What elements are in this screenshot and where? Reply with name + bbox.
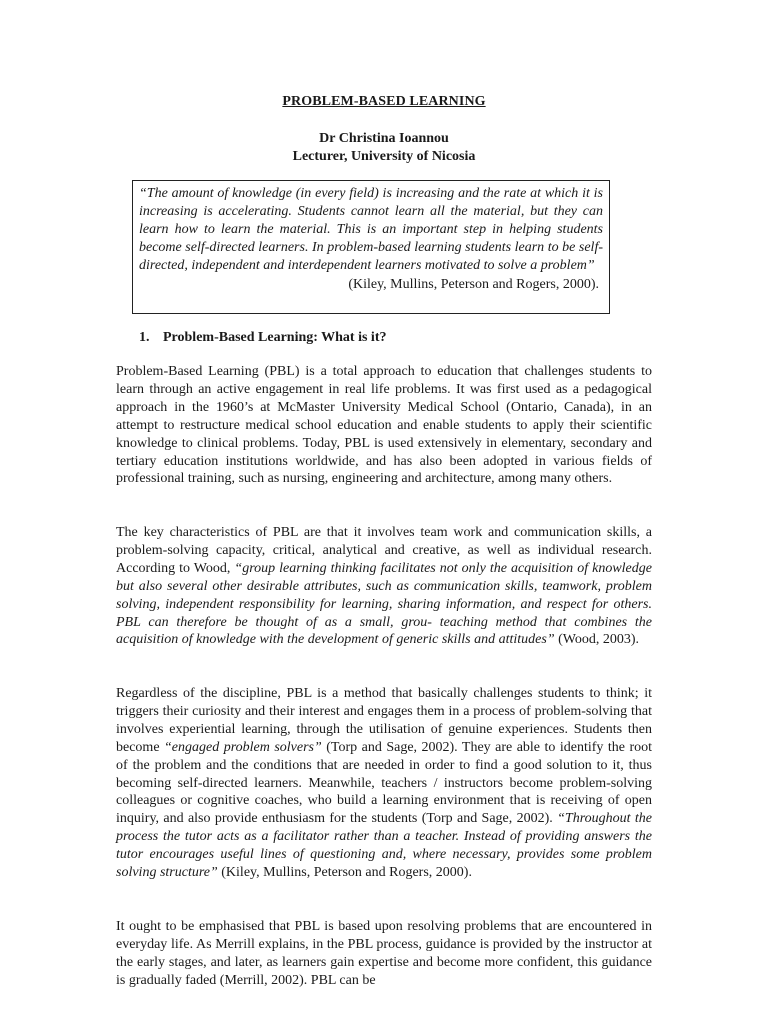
paragraph-3-quote-b: “Throughout the process the tutor acts as a facilitator rather than a teacher. Instead of providing answers the tutor encourages useful lines of questioning and, where necessary, provides some problem solving structure” xyxy=(116,811,652,881)
paragraph-3-citation: (Kiley, Mullins, Peterson and Rogers, 2000). xyxy=(217,865,472,881)
paragraph-2-quote: “group learning thinking facilitates not only the acquisition of knowledge but also several other desirable attributes, such as communication skills, teamwork, problem solving, independent responsibility for learning, sharing information, and respect for others. PBL can therefore be thought of as a small, grou- teaching method that combines the acquisition of knowledge with the development of generic skills and attitudes” xyxy=(116,560,652,648)
paragraph-2-text: The key characteristics of PBL are that it involves team work and communication skills, a problem-solving capacity, critical, analytical and creative, as well as individual research. According to Wood, xyxy=(116,525,652,576)
paragraph-2 xyxy=(116,524,652,649)
author-role: Lecturer, University of Nicosia xyxy=(292,149,476,164)
document-title: PROBLEM-BASED LEARNING xyxy=(282,94,486,109)
paragraph-3-text-a: Regardless of the discipline, PBL is a method that basically challenges students to think; it triggers their curiosity and their interest and engages them in a process of problem-solving that involves experiential learning, through the utilisation of genuine experiences. Students then become xyxy=(116,686,652,755)
paragraph-3-quote-a: “engaged problem solvers” xyxy=(164,739,322,755)
paragraph-1: Problem-Based Learning (PBL) is a total approach to education that challenges students to learn through an active engagement in real life problems. It was first used as a pedagogical approach in the 1960’s at McMaster University Medical School (Ontario, Canada), in an attempt to restructure medical school education and enable students to apply their scientific knowledge to clinical problems. Today, PBL is used extensively in elementary, secondary and tertiary education institutions worldwide, and has also been adopted in various fields of professional training, such as nursing, engineering and architecture, among many others. xyxy=(116,364,652,487)
paragraph-3-text-b: (Torp and Sage, 2002). They are able to identify the root of the problem and the conditions that are needed in order to find a good solution to it, thus becoming self-directed learners. Meanwhile, teachers / instructors become problem-solving colleagues or cognitive coaches, who build a learning environment that is receiving of open inquiry, and also provide enthusiasm for the students (Torp and Sage, 2002). xyxy=(116,739,653,827)
epigraph-quote-box xyxy=(132,180,610,314)
epigraph-quote-text: “The amount of knowledge (in every field) is increasing and the rate at which it is increasing is accelerating. Students cannot learn all the material, but they can learn how to learn the material. This is an important step in helping students become self-directed learners. In problem-based learning students learn to be self-directed, independent and interdependent learners motivated to solve a problem” xyxy=(139,186,603,273)
section-heading xyxy=(139,330,387,346)
epigraph-citation: (Kiley, Mullins, Peterson and Rogers, 2000). xyxy=(348,277,599,292)
paragraph-3 xyxy=(116,685,652,882)
author-name: Dr Christina Ioannou xyxy=(319,131,449,146)
paragraph-2-citation: (Wood, 2003). xyxy=(554,632,640,648)
paragraph-4: It ought to be emphasised that PBL is based upon resolving problems that are encountered in everyday life. As Merrill explains, in the PBL process, guidance is provided by the instructor at the early stages, and later, as learners gain expertise and become more confident, this guidance is gradually faded (Merrill, 2002). PBL can be xyxy=(116,919,652,988)
section-heading-text: Problem-Based Learning: What is it? xyxy=(163,330,387,345)
author-block xyxy=(0,130,768,166)
section-number: 1. xyxy=(139,330,150,345)
